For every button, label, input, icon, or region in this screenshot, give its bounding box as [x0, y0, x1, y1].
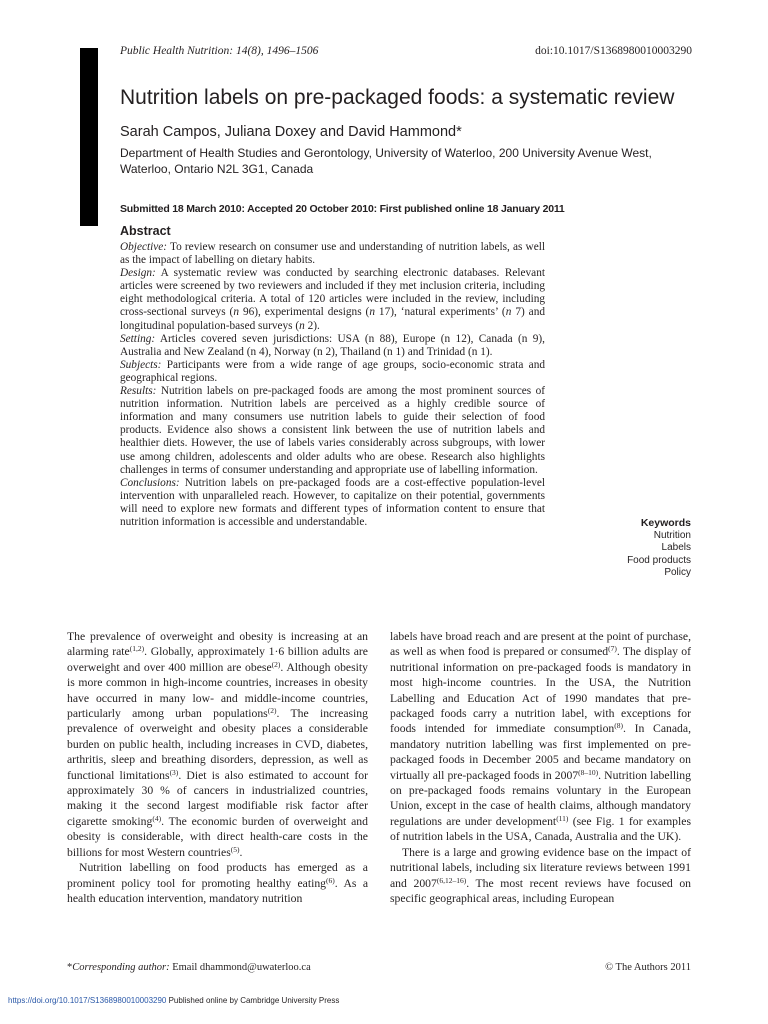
- citation-ref: (11): [556, 813, 569, 823]
- body-text: Nutrition labelling on food products has emerged as a prominent policy tool for promoting healthy eating: [67, 861, 368, 890]
- body-text: labels have broad reach and are present at the point of purchase, as well as when food is prepared or consumed: [390, 630, 691, 659]
- body-text: (see Fig. 1 for examples of nutrition labels in the USA, Canada, Australia and the UK).: [390, 814, 692, 844]
- keyword-item: Nutrition: [653, 529, 691, 541]
- doi: doi:10.1017/S1368980010003290: [535, 45, 692, 57]
- body-text: . The increasing prevalence of overweight and obesity places a considerable burden on public health, including increases in CVD, diabetes, arthritis, sleep and breathing disorders, depression, as well as functional limitations: [67, 707, 368, 782]
- citation-ref: (7): [608, 644, 617, 654]
- objective-text: To review research on consumer use and understanding of nutrition labels, as well as the impact of labelling on dietary habits.: [120, 241, 545, 267]
- keywords-title: Keywords: [640, 517, 691, 529]
- affiliation: Department of Health Studies and Gerontology, University of Waterloo, 200 University Avenue West, Waterloo, Ontario N2L 3G1, Canada: [120, 146, 652, 176]
- body-text: .: [239, 845, 243, 859]
- body-paragraph: [390, 629, 691, 845]
- design-text-c: 17), ‘natural experiments’ (: [374, 306, 506, 319]
- results-text: Nutrition labels on pre-packaged foods are among the most prominent sources of nutrition information. Nutrition labels are perceived as a highly credible source of information and many consumers use nutrition labels to guide their selection of food products. Evidence also shows a consistent link between the use of nutrition labels and healthier diets. However, the use of labels varies considerably across subgroups, with lower use among children, adolescents and older adults who are obese. Research also highlights challenges in terms of consumer understanding and appropriate use of labelling information.: [120, 385, 545, 476]
- journal-citation: Public Health Nutrition: 14(8), 1496–1506: [120, 45, 319, 57]
- abstract-setting: [120, 333, 545, 359]
- publisher-text: Published online by Cambridge University Press: [166, 996, 340, 1005]
- footnote-email: Email dhammond@uwaterloo.ca: [169, 962, 311, 973]
- citation-ref: (8–10): [578, 767, 599, 777]
- citation-ref: (5): [230, 844, 240, 854]
- publisher-line: [8, 996, 339, 1005]
- citation-ref: (3): [169, 767, 179, 777]
- body-paragraph: [390, 845, 691, 907]
- keywords-box: [581, 517, 691, 580]
- body-paragraph: [67, 860, 368, 906]
- body-text: The prevalence of overweight and obesity is increasing at an alarming rate: [67, 630, 368, 659]
- abstract-design: [120, 267, 545, 332]
- citation-ref: (6): [326, 875, 335, 885]
- body-text: . Globally, approximately 1·6 billion adults are overweight and over 400 million are obese: [67, 645, 368, 674]
- design-n-3: n: [505, 306, 512, 319]
- citation-ref: (2): [271, 659, 281, 669]
- keyword-item: Labels: [661, 542, 691, 553]
- abstract-results: [120, 385, 545, 477]
- body-text: . As a health education intervention, mandatory nutrition: [67, 876, 369, 905]
- copyright: © The Authors 2011: [605, 962, 691, 973]
- setting-label: Setting:: [120, 332, 156, 345]
- conclusions-text: Nutrition labels on pre-packaged foods are a cost-effective population-level intervention with unparalleled reach. However, to capitalize on their potential, governments will need to explore new formats and different types of information content to ensure that nutrition information is accessible and understandable.: [120, 476, 545, 528]
- citation-ref: (1,2): [129, 644, 145, 654]
- body-text: . The economic burden of overweight and obesity is considerable, with direct health-care costs in the billions for most Western countries: [67, 814, 368, 859]
- design-n-1: n: [233, 306, 239, 319]
- body-text: . Nutrition labelling on pre-packaged foods remains voluntary in the European Union, except in the case of health claims, although mandatory regulations are under development: [390, 768, 691, 828]
- design-label: Design:: [120, 267, 156, 280]
- body-text: . Diet is also estimated to account for approximately 30 % of cancers in industrialized countries, making it the second largest modifiable risk factor after cigarette smoking: [67, 768, 369, 828]
- design-n-2: n: [369, 306, 375, 319]
- results-label: Results:: [120, 385, 157, 398]
- keyword-item: Food products: [627, 554, 691, 566]
- citation-ref: (2): [267, 706, 277, 716]
- design-text-a: A systematic review was conducted by searching electronic databases. Relevant articles were screened by two reviewers and included if they met inclusion criteria, including eight methodological criteria. A total of 120 articles were included in the review, including cross-sectional surveys (: [120, 267, 545, 319]
- submission-dates: Submitted 18 March 2010: Accepted 20 October 2010: First published online 18 January 2011: [120, 203, 565, 215]
- black-side-bar: [80, 48, 98, 226]
- body-paragraph: [67, 629, 368, 860]
- body-column-right: [390, 629, 691, 906]
- design-text-d: 7) and longitudinal population-based surveys (: [120, 306, 545, 332]
- setting-text: Articles covered seven jurisdictions: USA (n 88), Europe (n 12), Canada (n 9), Australia and New Zealand (n 4), Norway (n 2), Thailand (n 1) and Trinidad (n 1).: [120, 332, 545, 358]
- running-head: [120, 45, 692, 63]
- keyword-item: Policy: [664, 567, 691, 578]
- body-text: . Although obesity is more common in high-income countries, increases in obesity have occurred in many low- and middle-income countries, particularly among urban populations: [67, 660, 368, 721]
- body-text: . The most recent reviews have focused on specific geographical areas, including European: [390, 876, 692, 905]
- subjects-text: Participants were from a wide range of age groups, socio-economic strata and geographical regions.: [120, 358, 545, 384]
- conclusions-label: Conclusions:: [120, 476, 180, 489]
- citation-ref: (6,12–16): [436, 875, 467, 885]
- body-text: There is a large and growing evidence base on the impact of nutritional labels, including six literature reviews between 1991 and 2007: [390, 845, 691, 890]
- citation-ref: (8): [614, 721, 624, 731]
- body-text: . In Canada, mandatory nutrition labelling was first implemented on pre-packaged foods in December 2005 and became mandatory on virtually all pre-packaged foods in 2007: [390, 722, 691, 782]
- abstract-objective: [120, 241, 545, 267]
- authors: Sarah Campos, Juliana Doxey and David Hammond*: [120, 124, 462, 140]
- abstract-subjects: [120, 359, 545, 385]
- abstract-body: [120, 241, 545, 529]
- citation-ref: (4): [152, 813, 162, 823]
- doi-link[interactable]: https://doi.org/10.1017/S1368980010003290: [8, 996, 167, 1005]
- abstract-conclusions: [120, 477, 545, 529]
- abstract-heading: Abstract: [120, 224, 171, 238]
- footnote-label: Corresponding author:: [72, 962, 170, 973]
- design-n-4: n: [299, 319, 305, 332]
- design-text-b: 96), experimental designs (: [238, 306, 370, 319]
- body-column-left: [67, 629, 368, 906]
- body-text: . The display of nutritional information on pre-packaged foods is mandatory in most high-income countries. In the USA, the Nutrition Labelling and Education Act of 1990 mandates that pre-packaged foods carry a nutrition label, with exceptions for foods intended for immediate consumption: [390, 645, 691, 736]
- corresponding-author-footnote: *Corresponding author: Email dhammond@uwaterloo.ca: [67, 962, 311, 973]
- design-text-e: 2).: [304, 319, 320, 332]
- objective-label: Objective:: [120, 241, 168, 253]
- subjects-label: Subjects:: [120, 358, 162, 371]
- article-title: Nutrition labels on pre-packaged foods: a systematic review: [120, 86, 675, 109]
